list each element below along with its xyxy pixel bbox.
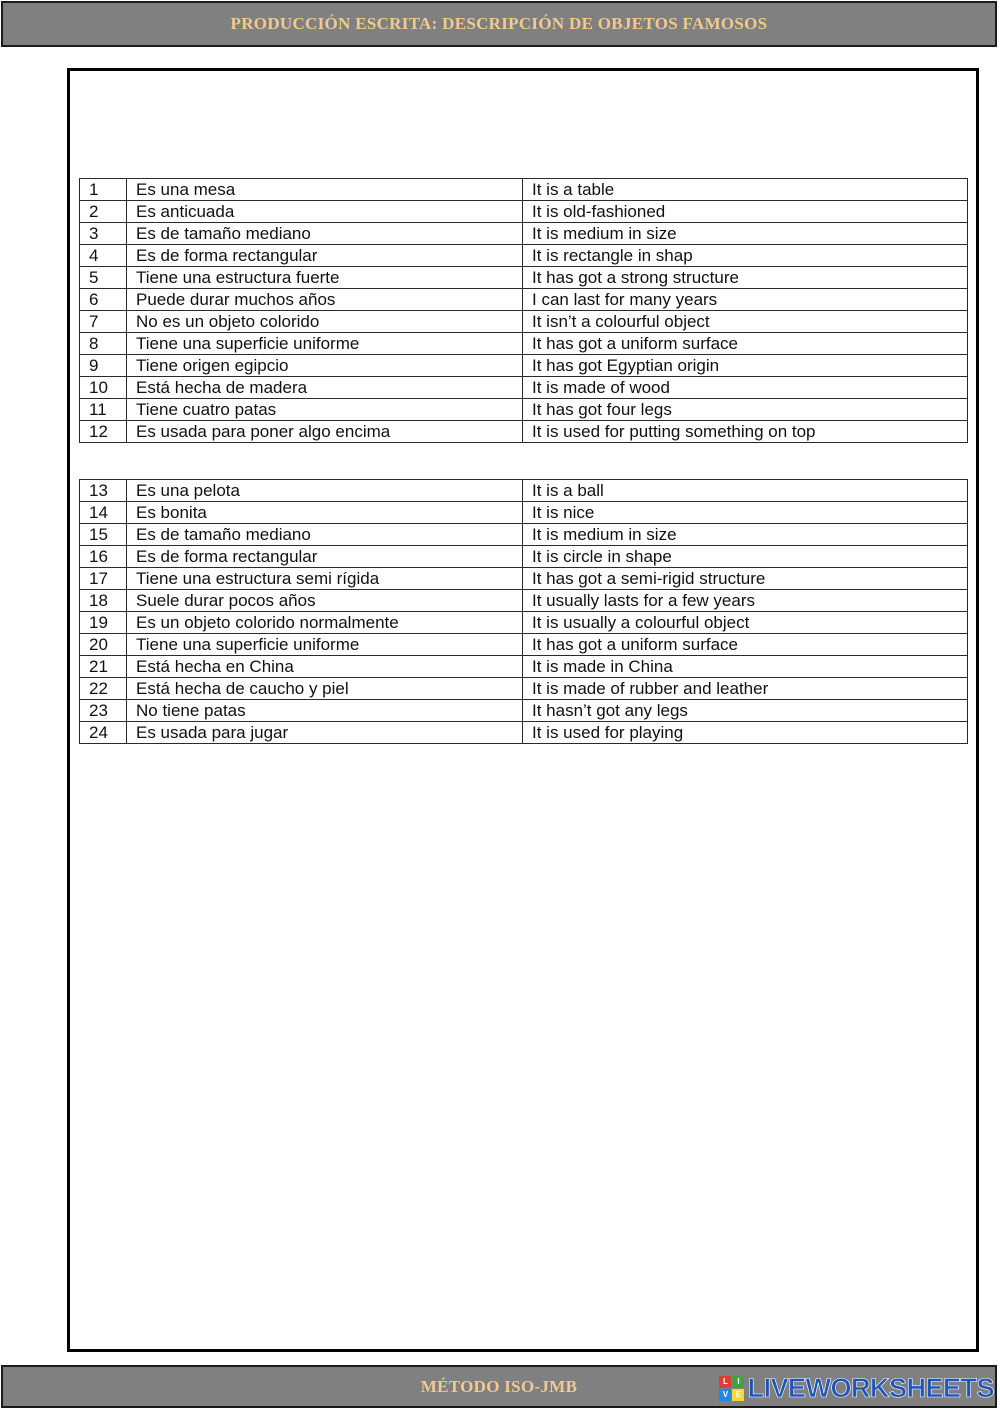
english-sentence: It has got Egyptian origin (523, 355, 968, 377)
logo-letter-e: E (732, 1389, 744, 1401)
logo-mark-icon (719, 1376, 744, 1401)
row-number: 22 (80, 678, 127, 700)
spanish-sentence: Es usada para poner algo encima (127, 421, 523, 443)
sentence-table-2 (79, 479, 968, 744)
row-number: 17 (80, 568, 127, 590)
spanish-sentence: Es de forma rectangular (127, 245, 523, 267)
spanish-sentence: Puede durar muchos años (127, 289, 523, 311)
table-row (80, 377, 968, 399)
table-row (80, 656, 968, 678)
row-number: 11 (80, 399, 127, 421)
row-number: 4 (80, 245, 127, 267)
spanish-sentence: Está hecha en China (127, 656, 523, 678)
spanish-sentence: Tiene origen egipcio (127, 355, 523, 377)
spanish-sentence: Es un objeto colorido normalmente (127, 612, 523, 634)
spanish-sentence: Es anticuada (127, 201, 523, 223)
english-sentence: It usually lasts for a few years (523, 590, 968, 612)
english-sentence: It is used for playing (523, 722, 968, 744)
table-row (80, 399, 968, 421)
row-number: 12 (80, 421, 127, 443)
row-number: 7 (80, 311, 127, 333)
spanish-sentence: Es de tamaño mediano (127, 223, 523, 245)
row-number: 23 (80, 700, 127, 722)
row-number: 8 (80, 333, 127, 355)
spanish-sentence: Es una mesa (127, 179, 523, 201)
english-sentence: It is usually a colourful object (523, 612, 968, 634)
row-number: 10 (80, 377, 127, 399)
row-number: 18 (80, 590, 127, 612)
english-sentence: It is medium in size (523, 524, 968, 546)
english-sentence: It has got four legs (523, 399, 968, 421)
page-title: PRODUCCIÓN ESCRITA: DESCRIPCIÓN DE OBJETOS FAMOSOS (230, 14, 768, 33)
table-row (80, 590, 968, 612)
spanish-sentence: Es una pelota (127, 480, 523, 502)
english-sentence: It is made of rubber and leather (523, 678, 968, 700)
logo-text: LIVEWORKSHEETS (747, 1372, 994, 1403)
english-sentence: It is old-fashioned (523, 201, 968, 223)
spanish-sentence: No es un objeto colorido (127, 311, 523, 333)
row-number: 20 (80, 634, 127, 656)
english-sentence: It isn’t a colourful object (523, 311, 968, 333)
table-row (80, 634, 968, 656)
table-row (80, 612, 968, 634)
table-row (80, 421, 968, 443)
spanish-sentence: Tiene una estructura semi rígida (127, 568, 523, 590)
spanish-sentence: Es usada para jugar (127, 722, 523, 744)
english-sentence: It is rectangle in shap (523, 245, 968, 267)
english-sentence: It has got a uniform surface (523, 333, 968, 355)
spanish-sentence: Tiene una superficie uniforme (127, 634, 523, 656)
row-number: 2 (80, 201, 127, 223)
spanish-sentence: Tiene una estructura fuerte (127, 267, 523, 289)
table-row (80, 700, 968, 722)
table-row (80, 568, 968, 590)
english-sentence: It is medium in size (523, 223, 968, 245)
table-row (80, 201, 968, 223)
sentence-table-1 (79, 178, 968, 443)
table-row (80, 245, 968, 267)
table-row (80, 223, 968, 245)
spanish-sentence: Suele durar pocos años (127, 590, 523, 612)
table-row (80, 502, 968, 524)
english-sentence: It is nice (523, 502, 968, 524)
english-sentence: It has got a strong structure (523, 267, 968, 289)
row-number: 14 (80, 502, 127, 524)
english-sentence: It has got a semi-rigid structure (523, 568, 968, 590)
row-number: 16 (80, 546, 127, 568)
spanish-sentence: Tiene cuatro patas (127, 399, 523, 421)
table-row (80, 480, 968, 502)
logo-letter-i: I (732, 1376, 744, 1388)
spanish-sentence: Es bonita (127, 502, 523, 524)
english-sentence: It is a ball (523, 480, 968, 502)
english-sentence: It hasn’t got any legs (523, 700, 968, 722)
row-number: 9 (80, 355, 127, 377)
liveworksheets-logo (719, 1372, 994, 1404)
row-number: 5 (80, 267, 127, 289)
table-row (80, 678, 968, 700)
spanish-sentence: Es de forma rectangular (127, 546, 523, 568)
row-number: 1 (80, 179, 127, 201)
spanish-sentence: Es de tamaño mediano (127, 524, 523, 546)
english-sentence: It is made of wood (523, 377, 968, 399)
table-row (80, 722, 968, 744)
english-sentence: It is used for putting something on top (523, 421, 968, 443)
header-banner (1, 1, 997, 47)
spanish-sentence: Está hecha de madera (127, 377, 523, 399)
row-number: 6 (80, 289, 127, 311)
table-row (80, 355, 968, 377)
logo-letter-l: L (719, 1376, 731, 1388)
row-number: 13 (80, 480, 127, 502)
english-sentence: It is made in China (523, 656, 968, 678)
row-number: 19 (80, 612, 127, 634)
table-row (80, 546, 968, 568)
row-number: 21 (80, 656, 127, 678)
spanish-sentence: Tiene una superficie uniforme (127, 333, 523, 355)
english-sentence: It is circle in shape (523, 546, 968, 568)
logo-letter-v: V (719, 1389, 731, 1401)
table-row (80, 311, 968, 333)
table-row (80, 333, 968, 355)
row-number: 3 (80, 223, 127, 245)
table-row (80, 524, 968, 546)
english-sentence: I can last for many years (523, 289, 968, 311)
spanish-sentence: Está hecha de caucho y piel (127, 678, 523, 700)
spanish-sentence: No tiene patas (127, 700, 523, 722)
table-row (80, 289, 968, 311)
table-row (80, 267, 968, 289)
row-number: 15 (80, 524, 127, 546)
footer-method: MÉTODO ISO-JMB (420, 1376, 578, 1396)
english-sentence: It has got a uniform surface (523, 634, 968, 656)
table-row (80, 179, 968, 201)
english-sentence: It is a table (523, 179, 968, 201)
row-number: 24 (80, 722, 127, 744)
